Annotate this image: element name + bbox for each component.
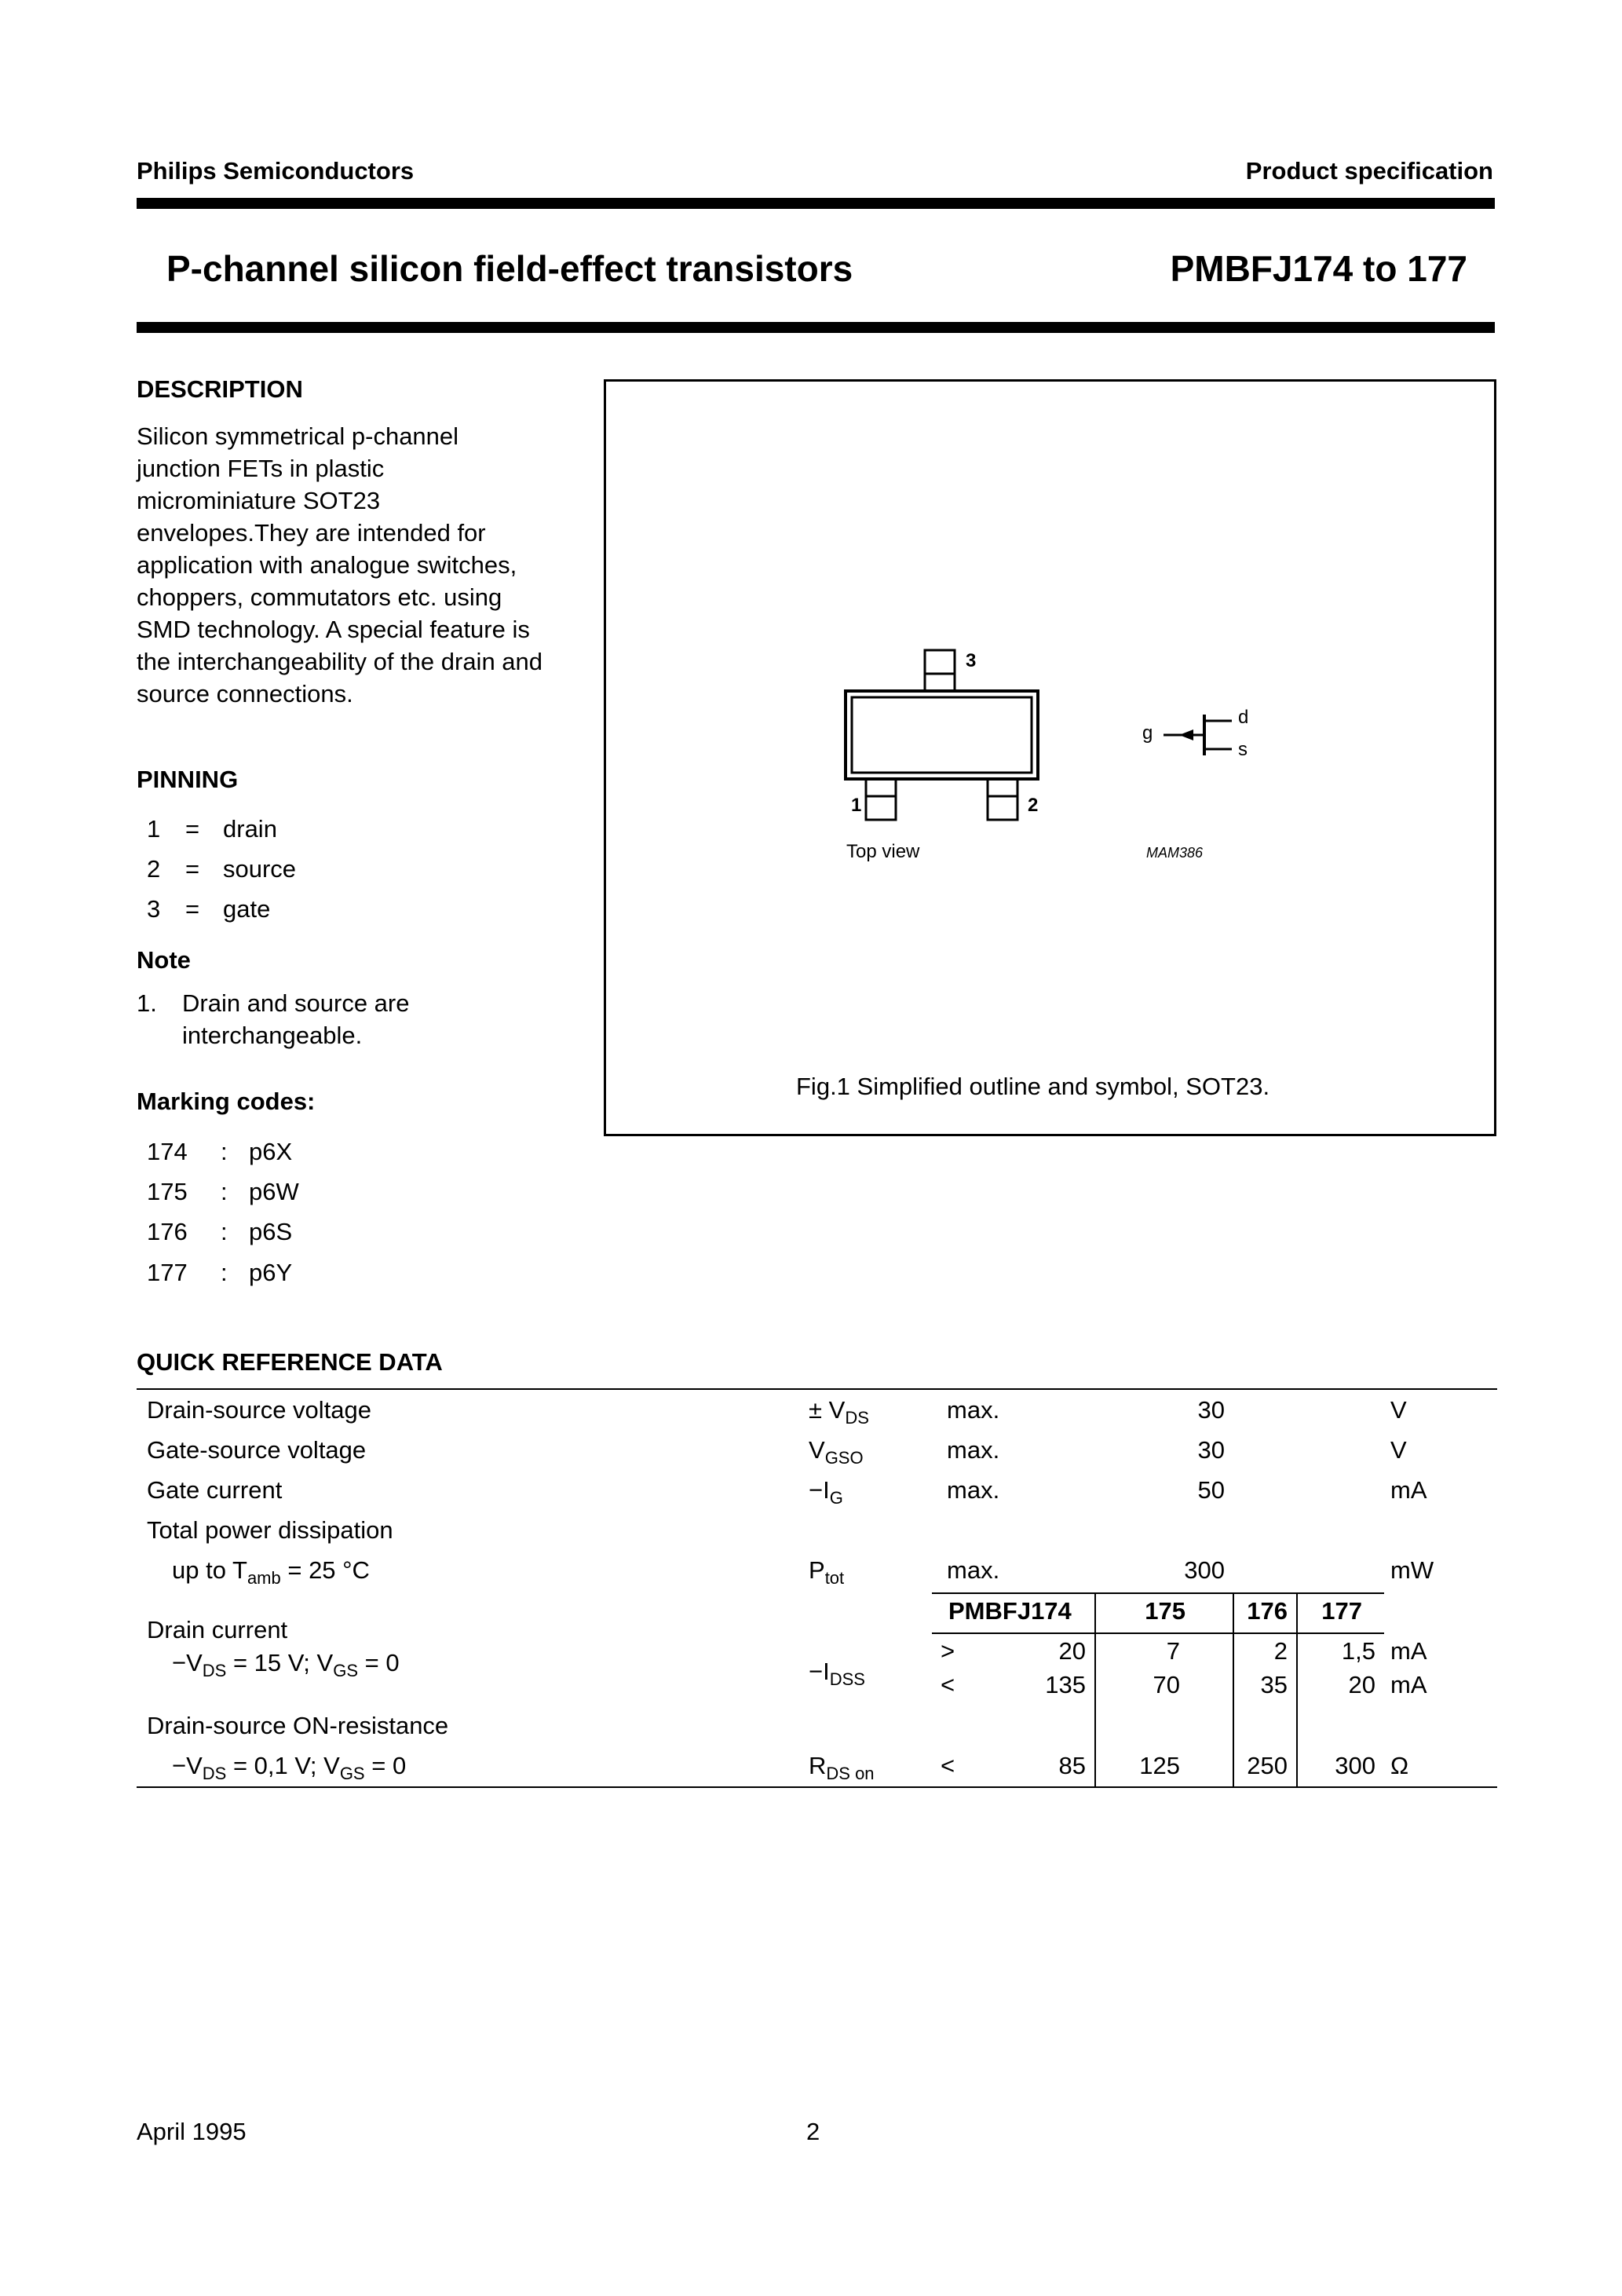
- source-label: s: [1238, 739, 1248, 760]
- pin-number: 2: [147, 855, 161, 883]
- unit: V: [1390, 1436, 1407, 1464]
- idss-max-value: 35: [1260, 1671, 1288, 1698]
- marking-code: p6X: [249, 1138, 293, 1165]
- pin-equals: =: [185, 895, 200, 923]
- pin3-lead: [925, 650, 955, 691]
- param-label: Drain-source voltage: [147, 1396, 372, 1424]
- pin1-lead: [866, 779, 896, 820]
- param-label: Total power dissipation: [147, 1516, 393, 1544]
- symbol: $R_{DS on}$: [809, 1752, 875, 1783]
- description-line: Silicon symmetrical p-channel: [137, 422, 459, 450]
- marking-type: 174: [147, 1138, 188, 1165]
- condition: max.: [947, 1556, 1000, 1584]
- param-condition: $-V_{DS} = 0,1$ V; $V_{GS} = 0$: [172, 1752, 407, 1783]
- unit: mA: [1390, 1637, 1427, 1665]
- gate-label: g: [1142, 722, 1153, 744]
- marking-type: 176: [147, 1218, 188, 1245]
- idss-max-value: 70: [1153, 1671, 1180, 1698]
- idss-min-value: 7: [1166, 1637, 1180, 1665]
- header-rule: [137, 198, 1495, 209]
- marking-type: 175: [147, 1178, 188, 1205]
- description-line: the interchangeability of the drain and: [137, 648, 543, 675]
- pin-number: 1: [147, 815, 161, 843]
- param-label: Gate current: [147, 1476, 283, 1504]
- description-heading: DESCRIPTION: [137, 375, 303, 403]
- company-name: Philips Semiconductors: [137, 157, 415, 185]
- symbol: $-I_G$: [809, 1476, 843, 1508]
- param-label: Drain current: [147, 1616, 288, 1643]
- symbol: ± $V_{DS}$: [809, 1396, 869, 1428]
- description-text: [137, 420, 542, 710]
- value: 300: [1184, 1556, 1225, 1584]
- type-header: 177: [1321, 1597, 1362, 1625]
- value: 30: [1197, 1396, 1225, 1424]
- marking-sep: :: [221, 1218, 228, 1245]
- note-number: 1.: [137, 989, 157, 1017]
- max-operator: <: [941, 1671, 955, 1698]
- part-number: PMBFJ174 to 177: [1170, 248, 1467, 289]
- description-line: microminiature SOT23: [137, 487, 381, 514]
- condition: max.: [947, 1436, 1000, 1464]
- value: 30: [1197, 1436, 1225, 1464]
- param-label: Gate-source voltage: [147, 1436, 367, 1464]
- pin-number: 3: [147, 895, 161, 923]
- document-type: Product specification: [1245, 157, 1493, 185]
- footer-date: April 1995: [137, 2118, 247, 2145]
- drain-label: d: [1238, 707, 1249, 728]
- pin-name: drain: [223, 815, 277, 843]
- figure-box: [604, 379, 1496, 1136]
- rds-value: 250: [1247, 1752, 1288, 1779]
- column-divider: [1094, 1592, 1096, 1787]
- pin3-label: 3: [966, 650, 977, 671]
- operator: <: [941, 1752, 955, 1779]
- figure-code: MAM386: [1146, 845, 1204, 861]
- column-divider: [1296, 1592, 1298, 1787]
- pin-name: source: [223, 855, 297, 883]
- pin2-lead: [988, 779, 1017, 820]
- description-line: envelopes.They are intended for: [137, 519, 486, 547]
- figure-caption: Fig.1 Simplified outline and symbol, SOT23.: [796, 1073, 1270, 1100]
- description-line: SMD technology. A special feature is: [137, 616, 530, 643]
- unit: mA: [1390, 1476, 1427, 1504]
- type-header: PMBFJ174: [948, 1597, 1072, 1625]
- type-header: 175: [1145, 1597, 1185, 1625]
- type-header-rule: [932, 1592, 1384, 1594]
- table-top-rule: [137, 1388, 1497, 1390]
- pin2-label: 2: [1028, 795, 1039, 816]
- marking-heading: Marking codes:: [137, 1088, 316, 1115]
- marking-code: p6S: [249, 1218, 293, 1245]
- min-operator: >: [941, 1637, 955, 1665]
- param-condition: up to $T_{amb} = 25$ °C: [172, 1556, 370, 1588]
- description-line: choppers, commutators etc. using: [137, 583, 502, 611]
- unit: mA: [1390, 1671, 1427, 1698]
- condition: max.: [947, 1476, 1000, 1504]
- sot23-outline-diagram: [606, 382, 1494, 1134]
- symbol: $-I_{DSS}$: [809, 1658, 865, 1689]
- marking-code: p6W: [249, 1178, 299, 1205]
- type-header: 176: [1247, 1597, 1288, 1625]
- note-heading: Note: [137, 946, 191, 974]
- idss-max-value: 20: [1348, 1671, 1375, 1698]
- description-line: application with analogue switches,: [137, 551, 517, 579]
- param-label: Drain-source ON-resistance: [147, 1712, 449, 1739]
- marking-sep: :: [221, 1259, 228, 1286]
- marking-sep: :: [221, 1138, 228, 1165]
- param-condition: $-V_{DS} = 15$ V; $V_{GS} = 0$: [172, 1649, 400, 1680]
- title-rule: [137, 322, 1495, 333]
- type-header-bottom-rule: [932, 1632, 1384, 1634]
- rds-value: 300: [1335, 1752, 1375, 1779]
- pin-equals: =: [185, 855, 200, 883]
- idss-max-value: 135: [1045, 1671, 1086, 1698]
- jfet-symbol-icon: [1164, 715, 1232, 755]
- table-bottom-rule: [137, 1786, 1497, 1788]
- package-body: [846, 691, 1038, 779]
- condition: max.: [947, 1396, 1000, 1424]
- rds-value: 125: [1139, 1752, 1180, 1779]
- quick-ref-heading: QUICK REFERENCE DATA: [137, 1348, 443, 1376]
- marking-code: p6Y: [249, 1259, 293, 1286]
- symbol: $V_{GSO}$: [809, 1436, 864, 1468]
- note-text: Drain and source are: [182, 989, 410, 1017]
- idss-min-value: 2: [1273, 1637, 1288, 1665]
- pin-name: gate: [223, 895, 271, 923]
- page-title: P-channel silicon field-effect transistors: [166, 248, 853, 289]
- rds-value: 85: [1058, 1752, 1086, 1779]
- unit: Ω: [1390, 1752, 1409, 1779]
- pin-equals: =: [185, 815, 200, 843]
- note-text: interchangeable.: [182, 1022, 363, 1049]
- description-line: source connections.: [137, 680, 353, 707]
- unit: mW: [1390, 1556, 1434, 1584]
- value: 50: [1197, 1476, 1225, 1504]
- idss-min-value: 20: [1058, 1637, 1086, 1665]
- idss-min-value: 1,5: [1341, 1637, 1375, 1665]
- symbol: $P_{tot}$: [809, 1556, 845, 1588]
- unit: V: [1390, 1396, 1407, 1424]
- top-view-label: Top view: [846, 841, 920, 862]
- page-number: 2: [806, 2118, 820, 2145]
- pinning-heading: PINNING: [137, 766, 239, 793]
- marking-sep: :: [221, 1178, 228, 1205]
- pin1-label: 1: [851, 795, 862, 816]
- marking-type: 177: [147, 1259, 188, 1286]
- description-line: junction FETs in plastic: [137, 455, 385, 482]
